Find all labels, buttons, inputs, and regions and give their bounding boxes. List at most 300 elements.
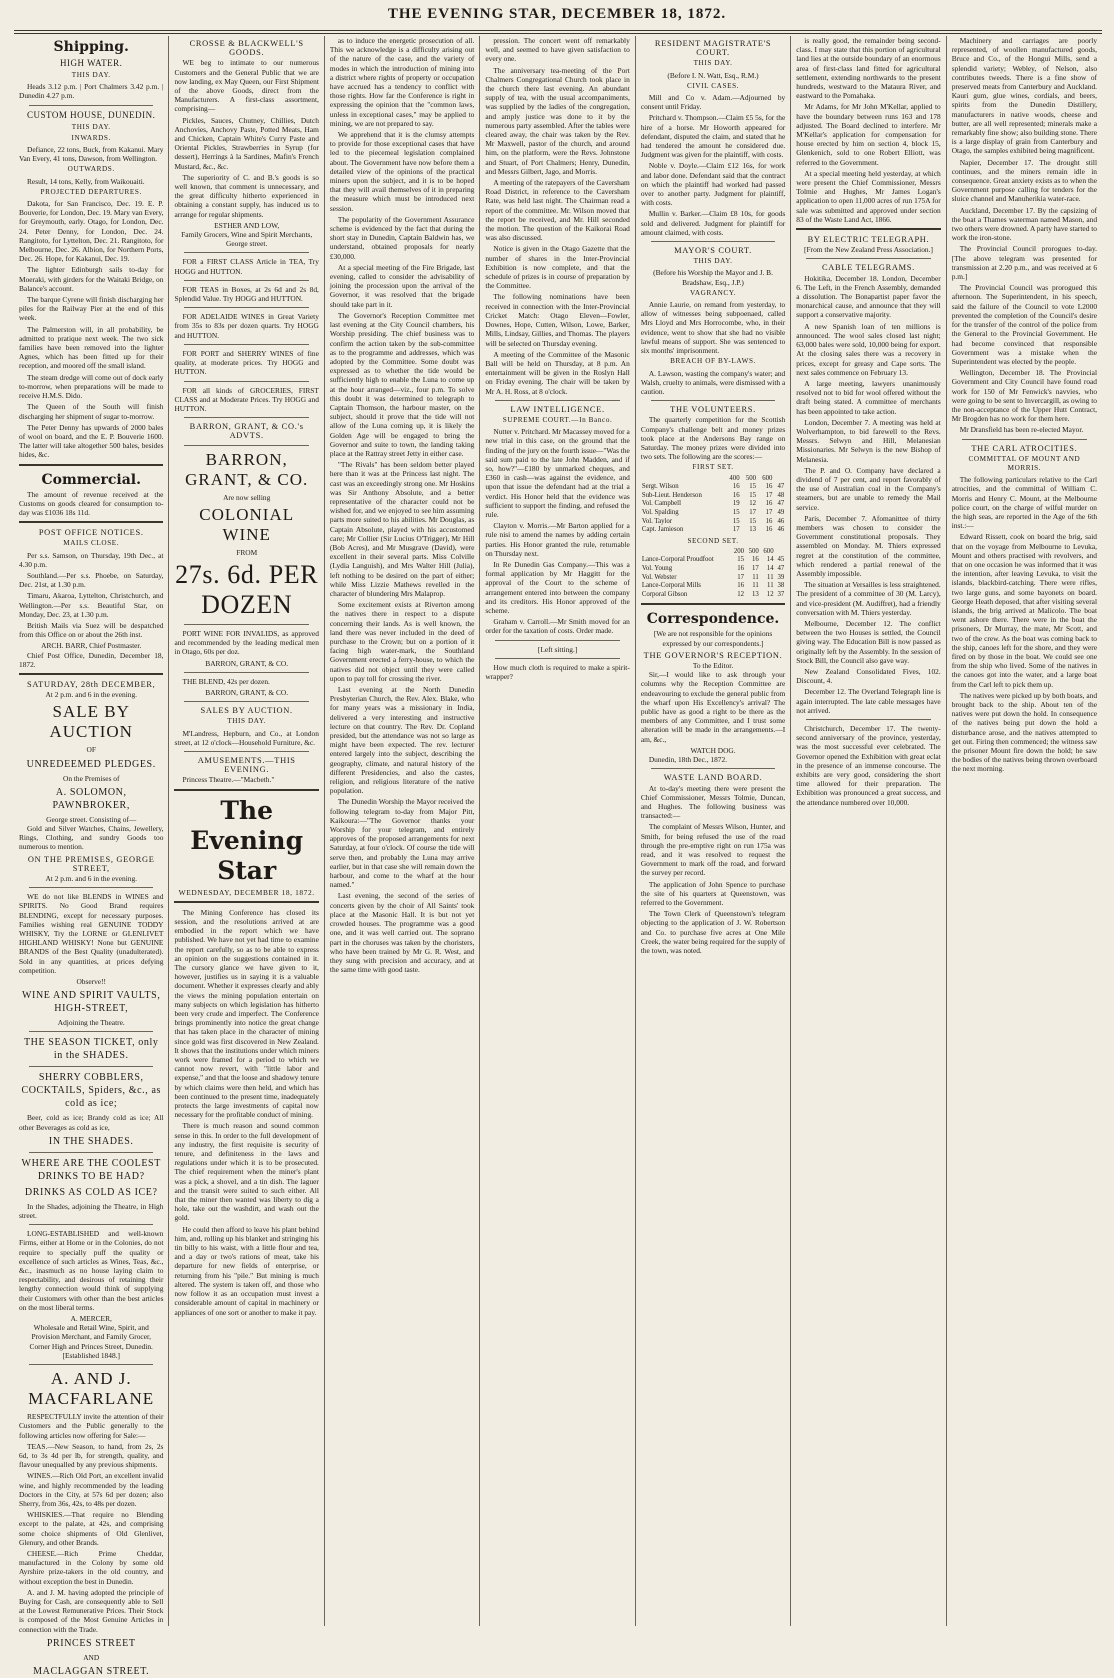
centered-line: Are now selling	[223, 492, 271, 502]
column-divider	[19, 464, 163, 467]
paragraph: The P. and O. Company have declared a dividend of 7 per cent, and report favorably of the use of Australian coal in the Company's steamers, but are unable to remedy the Mail service.	[796, 465, 941, 512]
paragraph: Notice is given in the Otago Gazette that the number of shares in the Inter-Provincial Exhibition is now complete, and that the schedule of prizes is in course of preparation by the Committee.	[485, 244, 630, 291]
table-cell: 46	[777, 526, 785, 534]
table-cell: 16	[737, 582, 745, 590]
paragraph: is really good, the remainder being second-class. I may state that this portion of agricultural land lies at the outside boundary of an enormous area of first-class land fitted for agricultural settlement, extending northwards to the present hundreds, westward to the Mataura River, and eastward to the Pomahaka.	[796, 36, 941, 101]
paragraph: Pritchard v. Thompson.—Claim £5 5s, for the hire of a horse. Mr Howorth appeared for defendant, disputed the claim, and stated that he had tendered the amount he considered due. Judgment was given for the plaintiff, with costs.	[640, 113, 786, 160]
centered-line: To the Editor.	[692, 661, 734, 671]
table-cell: 16	[765, 526, 773, 534]
paragraph: At a special meeting of the Fire Brigade, last evening, called to consider the advisability of joining the procession upon the arrival of the Governor, it was resolved that the brigade should take part in it.	[329, 262, 475, 309]
paragraph: We apprehend that it is the clumsy attempts to provide for those exceptional cases that have led to the piecemeal legislation complained about. The Government have now before them a detailed view of the opinions of the practical miners upon the subject, and it is to be hoped that they will avail themselves of it in preparing the measure which must be introduced next session.	[329, 130, 475, 213]
table-cell: 15	[732, 508, 740, 516]
paragraph: Noble v. Doyle.—Claim £12 16s, for work and labor done. Defendant said that the contract on which the plaintiff had worked had passed over to another party. Judgment for plaintiff, with costs.	[640, 161, 786, 208]
paragraph: Napier, December 17. The drought still continues, and the miners remain idle in consequence. Great anxiety exists as to when the Government purpose calling for tenders for the sluice channel and Manuherikia water-race.	[951, 157, 1098, 204]
table-cell: 13	[752, 590, 759, 598]
paragraph: pression. The concert went off remarkably well, and seemed to have given satisfaction to every one.	[485, 36, 630, 64]
advertisement-line: WHERE ARE THE COOLEST DRINKS TO BE HAD?	[21, 1157, 161, 1182]
table-cell: Sergt. Wilson	[641, 483, 679, 491]
table-cell: 16	[732, 483, 740, 491]
paragraph: FOR a FIRST CLASS Article in TEA, Try HOGG and HUTTON.	[174, 257, 319, 276]
column-1	[14, 36, 169, 1677]
table-cell: 49	[777, 508, 785, 516]
advertisement-line: UNREDEEMED PLEDGES.	[26, 758, 156, 770]
paragraph: The steam dredge will come out of dock early to-morrow, when preparations will be made to receive H.M.S. Dido.	[19, 372, 164, 401]
paragraph: The following particulars relative to the Carl atrocities, and the committal of William C. Morris and Henry C. Mount, at the Melbourne police court, on the charge of wilful murder on the high seas, are reported in the Age of the 6th inst.:—	[951, 475, 1098, 531]
paragraph: Annie Laurie, on remand from yesterday, to allow of witnesses being subpoenaed, called Mrs Lloyd and Mrs Horrocombe, who, in their evidence, went to show that she had no visible lawful means of support. She was sentenced to six months' imprisonment.	[640, 300, 786, 356]
paragraph: A meeting of the ratepayers of the Caversham Road District, in reference to the Caversham Rate, was held last night. The Chairman read a report of the committee. Mr. Wilson moved that the report be received, and Mr. Hill seconded the motion. The question of the Kaikorai Road was also discussed.	[485, 178, 630, 243]
paragraph: A new Spanish loan of ten millions is announced. The wool sales closed last night; 63,000 bales were sold, 10,000 being for export. At the closing sales there was a recovery in prices, except for greasy and Cape sorts. The next sales commence on February 13.	[796, 321, 941, 377]
centered-line: (Before I. N. Watt, Esq., R.M.)	[667, 70, 759, 80]
small-heading: THIS DAY.	[227, 717, 267, 726]
paragraph: WE beg to intimate to our numerous Customers and the General Public that we are now landing, ex May Queen, our First Shipment of the above Goods, direct from the Manufacturers. A first-class assortment, comprising—	[174, 58, 319, 114]
paragraph: Christchurch, December 17. The twenty-second anniversary of the province, yesterday, was the most successful ever celebrated. The Governor opened the Exhibition with great eclat in the presence of an immense concourse. The exhibits are very good, considering the short time allowed for their preparation. The Exhibition was pronounced a great success, and the attendance numbered over 10,000.	[796, 724, 941, 807]
paragraph: THE BLEND, 42s per dozen.	[182, 676, 270, 686]
table-cell: Vol. Taylor	[641, 517, 673, 525]
paragraph: The popularity of the Government Assurance scheme is evidenced by the fact that during the short stay in Dunedin, Captain Baldwin has, we understand, obtained proposals for nearly £30,000.	[329, 214, 475, 261]
small-heading: THIS DAY.	[693, 257, 733, 266]
advertisement-line: IN THE SHADES.	[48, 1135, 134, 1147]
table-row	[641, 518, 785, 527]
advertisement-line: A. SOLOMON, PAWNBROKER,	[52, 786, 130, 811]
column-divider	[19, 521, 163, 524]
column-divider	[184, 280, 308, 281]
paragraph: CHEESE.—Rich Prime Cheddar, manufactured in the Colony by some old Ayrshire prize-takers in the old country, and without exception the best in Dunedin.	[19, 1548, 164, 1586]
table-cell: Capt. Jamieson	[641, 526, 684, 534]
score-table	[641, 475, 785, 535]
centered-line: [From the New Zealand Press Association.]	[804, 245, 933, 255]
paragraph: Paris, December 7. Afomanittee of thirty members was chosen to consider the Government constitutional proposals. They assembled on Monday. M. Thiers expressed regret at the constitution of the committee, which rendered a partial renewal of the Assembly impossible.	[796, 513, 941, 578]
paragraph: The anniversary tea-meeting of the Port Chalmers Congregational Church took place in the church there last evening. An abundant supply of tea, with the usual accompaniments, was supplied by the ladies of the congregation, and amply justice was done to it by the numerous party assembled. After the tables were cleared away, the chair was taken by the Rev. Mr Maxwell, pastor of the church, and around him, on the platform, were the Revs. Johnstone and Stuart, of Port Chalmers; Henry, Dunedin, and Messrs Gilbert, Jago, and Morris.	[485, 65, 630, 176]
small-heading: THIS DAY.	[693, 59, 733, 68]
small-heading: THIS DAY.	[71, 71, 111, 79]
paragraph: "The Rivals" has been seldom better played here than it was at the Princess last night. The cast was an exceedingly strong one. Mr Hoskins was Sir Anthony Absolute, and a better representative of the character could not be wished for, and we enjoyed to see him assuming parts more suited to his abilities. Mr Douglas, as Captain Absolute, played with his accustomed care; Mr Collier (Sir Lucius O'Trigger), Mr Hill (Bob Acres), and Mr Musgrave (David), were excellent in their several parts. Miss Colville (Lydia Languish), and Mrs Walter Hill (Julia), left nothing to be desired on the part of either; while Miss Lizzie Mathews revelled in the character of blundering Mrs Malaprop.	[329, 460, 475, 598]
paragraph: Auckland, December 17. By the capsizing of the boat a Thames waterman named Mason, and two others were drowned. A party have started to work the iron-stone.	[951, 205, 1098, 243]
caps-heading: THE CARL ATROCITIES.	[971, 443, 1078, 453]
column-divider	[29, 1066, 153, 1067]
column-divider	[184, 672, 308, 673]
caps-heading: SATURDAY, 28th DECEMBER,	[26, 679, 156, 689]
paragraph: At to-day's meeting there were present the Chief Commissioner, Messrs Tolmie, Duncan, and Hughes. The following business was transacted:—	[640, 783, 786, 821]
column-3	[325, 36, 480, 1626]
paragraph: WHISKIES.—That require no Blending except to the palate, at 42s, and comprising some choice shipments of Old Glenlivet, Glenury, and other Brands.	[19, 1510, 164, 1547]
centered-line: On the Premises of	[63, 773, 120, 783]
paragraph: Mill and Co v. Adam.—Adjourned by consent until Friday.	[640, 93, 786, 112]
paragraph: There is much reason and sound common sense in this. In order to the full development of any industry, the first requisite is security of tenure, and definiteness in the laws and regulations under which it is to be prosecuted. The chief requirement when the miner's plant was a pick, a shovel, and a tin dish. The laguer and the transit were suited to such either. All that the miner then wanted was liberty to dig a hole, take out the washdirt, and wash out the gold.	[174, 1121, 319, 1223]
caps-heading: BY ELECTRIC TELEGRAPH.	[807, 235, 930, 245]
paragraph: Melbourne, December 12. The conflict between the two Houses is settled, the Council giving way. The Education Bill is now passed as originally left by the Assembly. In the session of Stock Bill, the Council also gave way.	[796, 618, 941, 665]
centered-line: Observe!!	[76, 977, 106, 987]
section-heading: Shipping.	[53, 39, 129, 55]
table-cell: 16	[752, 556, 759, 564]
section-heading: Correspondence.	[646, 611, 780, 628]
caps-heading: MAYOR'S COURT.	[674, 246, 752, 256]
table-cell: 17	[732, 526, 740, 534]
paragraph: The Peter Denny has upwards of 2000 bales of wool on board, and the E. P. Bouverie 1600. The latter will take altogether 500 bales, besides hides, &c.	[19, 422, 164, 460]
table-row	[641, 483, 785, 492]
table-row	[641, 500, 785, 509]
table-cell: 15	[749, 517, 757, 525]
paragraph: WINES.—Rich Old Port, an excellent invalid wine, and highly recommended by the leading Doctors in the City, at 57s 6d per dozen; also Sherry, from 36s, 42s, to 48s per dozen.	[19, 1471, 164, 1508]
centered-line: Corner High and Princes Street, Dunedin.	[29, 1341, 153, 1351]
table-cell: Lance-Corporal Proudfoot	[641, 556, 714, 564]
table-row	[641, 565, 785, 574]
caps-heading: AMUSEMENTS.—THIS EVENING.	[197, 755, 296, 775]
advertisement-line: THE SEASON TICKET, only in the SHADES.	[23, 1037, 159, 1062]
caps-heading: ON THE PREMISES, GEORGE STREET,	[27, 854, 155, 873]
paragraph: The Queen of the South will finish discharging her shipment of sugar to-morrow.	[19, 402, 164, 421]
centered-line: [Established 1848.]	[62, 1350, 120, 1360]
column-divider	[184, 381, 308, 382]
table-cell: 16	[765, 517, 773, 525]
table-header-cell	[773, 475, 785, 484]
centered-line: Family Grocers, Wine and Spirit Merchants, George street.	[181, 230, 313, 249]
table-header-cell: 500	[745, 474, 757, 482]
table-cell: 17	[765, 491, 773, 499]
section-heading: Commercial.	[41, 471, 141, 488]
advertisement-line: COLONIAL WINE	[199, 504, 295, 544]
table-cell: 15	[749, 491, 757, 499]
table-cell: Vol. Campbell	[641, 500, 681, 508]
table-cell: 47	[777, 565, 785, 573]
dateline: WEDNESDAY, DECEMBER 18, 1872.	[178, 887, 315, 897]
paragraph: Clayton v. Morris.—Mr Barton applied for a rule nisi to amend the names by adding certain parties. His Honor granted the rule, returnable on Thursday next.	[485, 521, 630, 558]
paragraph: A. Lawson, wasting the company's water; and Walsh, cruelty to animals, were dismissed with a caution.	[640, 368, 786, 396]
table-cell: 16	[737, 565, 745, 573]
column-divider	[29, 1224, 153, 1225]
advertisement-line: SALE BY AUCTION	[49, 702, 133, 742]
column-divider	[174, 789, 318, 792]
table-cell: 15	[749, 483, 757, 491]
column-divider	[174, 901, 318, 904]
column-divider	[796, 228, 940, 231]
paragraph: The barque Cyrene will finish discharging her piles for the Railway Pier at the end of this week.	[19, 295, 164, 323]
table-cell: 47	[777, 483, 785, 491]
centered-line: FROM	[236, 547, 258, 557]
table-cell: Lance-Corporal Mills	[641, 582, 701, 590]
small-heading: COMMITTAL OF MOUNT AND MORRIS.	[968, 454, 1081, 472]
paragraph: TEAS.—New Season, to hand, from 2s, 2s 6d, to 3s 4d per lb, for strength, quality, and flavour unequalled by any previous shipments.	[19, 1441, 164, 1470]
centered-line: [Left sitting.]	[537, 644, 578, 654]
table-cell: 37	[777, 590, 785, 598]
column-divider	[641, 603, 785, 606]
table-cell: Vol. Young	[641, 565, 673, 573]
small-heading: FIRST SET.	[692, 463, 734, 472]
table-cell: 17	[737, 573, 745, 581]
paragraph: Wellington, December 18. The Provincial Government and City Council have found road work for 150 of Mr Fenwick's navvies, who were going to be sent to Invercargill, as owing to the non-acceptance of the Upper Hutt Contract, Mr Brogden has no work for them here.	[951, 368, 1098, 424]
small-heading: THIS DAY.	[71, 122, 111, 131]
column-divider	[651, 768, 775, 769]
centered-line: At 2 p.m. and 6 in the evening.	[45, 690, 137, 700]
paragraph: Last evening at the North Dunedin Presbyterian Church, the Rev. Alex. Blake, who for many years was a missionary in India, delivered a very interesting and instructive lecture on that country. The Rev. Dr. Copland presided, but the attendance was not so large as might have been expected. The rev. lecturer entered largely into the subject, describing the geography, climate, and natural history of the different Presidencies, and also the castes, religion, and religious literature of the native population.	[329, 685, 475, 796]
small-heading: PROJECTED DEPARTURES.	[40, 187, 142, 196]
paragraph: The Town Clerk of Queenstown's telegram objecting to the application of J. W. Robertson and Co. to purchase five acres at One Mile Creek, the water being required for the supply of the town, was noted.	[640, 909, 786, 955]
paragraph: Mr Adams, for Mr John M'Kellar, applied to have the boundary between runs 163 and 178 adjusted. The Board declined to interfere. Mr M'Kellar's application for compensation for house erected by him on section 4, block 15, Glenkenich, sold to one Robert Elliott, was referred to the Government.	[796, 102, 941, 167]
masthead-rule-lower	[14, 33, 1102, 34]
advertisement-line: 27s. 6d. PER DOZEN	[175, 559, 319, 619]
column-divider	[806, 719, 930, 720]
centered-line: Wholesale and Retail Wine, Spirit, and Provision Merchant, and Family Grocer,	[31, 1323, 152, 1342]
paragraph: Beer, cold as ice; Brandy cold as ice; All other Beverages as cold as ice,	[19, 1113, 164, 1132]
centered-line: AND	[83, 1652, 100, 1662]
column-2	[169, 36, 324, 1626]
column-5	[636, 36, 791, 1626]
centered-line: (Before his Worship the Mayor and J. B. Bradshaw, Esq., J.P.)	[653, 268, 773, 287]
table-row	[641, 526, 785, 535]
table-row	[641, 574, 785, 583]
paragraph: A meeting of the Committee of the Masonic Ball will be held on Thursday, at 8 p.m. An entertainment will be given in the Roslyn Hall on Friday evening. The chair will be taken by Mr A. H. Ross, at 8 o'clock.	[485, 349, 630, 396]
table-cell: 48	[777, 491, 785, 499]
column-divider	[184, 344, 308, 345]
table-row	[641, 509, 785, 518]
caps-heading: POST OFFICE NOTICES.	[38, 528, 144, 538]
paragraph: Heads 3.12 p.m. | Port Chalmers 3.42 p.m. | Dunedin 4.27 p.m.	[19, 82, 164, 101]
paragraph: Gold and Silver Watches, Chains, Jewellery, Rings, Clothing, and sundry Goods too numerous to mention.	[19, 823, 164, 852]
table-row	[641, 556, 785, 565]
paragraph: RESPECTFULLY invite the attention of their Customers and the Public generally to the following articles now offering for Sale:—	[19, 1412, 164, 1440]
table-cell: 11	[752, 573, 759, 581]
table-cell: 15	[732, 517, 740, 525]
paragraph: The Palmerston will, in all probability, be admitted to pratique next week. The two sick families have been removed into the lighter Agnes, which has been fitted up for their reception, and moored off the small island.	[19, 324, 164, 371]
paragraph: The Mining Conference has closed its session, and the resolutions arrived at are embodied in the report which we have published. We have not yet had time to examine the report carefully, so as to be able to express an opinion on the suggestions contained in it. The cursory glance we have given to it, however, justifies us in saying it is a valuable document. Whether it expresses clearly and ably the views the mining population entertain on many subjects on which legislation has hitherto been very crude and imperfect. The Conference brings prominently into notice the great change that has taken place in the character of mining since gold was first discovered in New Zealand. It shows that the institutions under which miners work were framed for a period to which we cannot now revert, with "little labor and expense," and that the loose and shadowy tenure by which claims were then held, and which has been continued to the present time, inadequately protects the large investments of capital now necessary for the profitable conduct of mining.	[174, 907, 319, 1120]
centered-line: WATCH DOG.	[690, 745, 736, 755]
table-header-cell	[775, 548, 786, 557]
table-cell: 12	[766, 590, 774, 598]
small-heading: SUPREME COURT.—In Banco.	[502, 415, 613, 424]
column-divider	[651, 400, 775, 401]
column-divider	[651, 241, 775, 242]
paragraph: Dunedin, 18th Dec., 1872.	[648, 755, 728, 765]
table-cell: 38	[777, 582, 785, 590]
table-cell: 47	[777, 500, 785, 508]
caps-heading: WASTE LAND BOARD.	[663, 773, 763, 783]
paragraph: The lighter Edinburgh sails to-day for Moeraki, with girders for the Waitaki Bridge, on Balance's account.	[19, 265, 164, 293]
paragraph: Result, 14 tons, Kelly, from Waikouaiti.	[27, 176, 145, 186]
paragraph: The situation at Versailles is less straightened. The president of a committee of 30 (M. Larcy), and vice-president (M. Audiffret), had a friendly conversation with M. Thiers yesterday.	[796, 580, 941, 617]
table-cell: Vol. Spalding	[641, 508, 679, 516]
small-heading: MAILS CLOSE.	[63, 539, 120, 548]
paragraph: Timaru, Akaroa, Lyttelton, Christchurch, and Wellington.—Per s.s. Beautiful Star, on Monday, Dec. 23, at 1.30 p.m.	[19, 591, 164, 619]
paragraph: The superiority of C. and B.'s goods is so well known, that comment is unnecessary, and the great difficulty hitherto experienced in obtaining a constant supply, has induced us to arrange for regular shipments.	[174, 172, 319, 219]
paragraph: London, December 7. A meeting was held at Wolverhampton, to bid farewell to the Revs. Messrs. Selwyn and Hill, Melanesian Missionaries. Mr Selwyn is the new Bishop of Melanesia.	[796, 417, 941, 464]
table-header-cell	[641, 548, 730, 557]
paragraph: FOR TEAS in Boxes, at 2s 6d and 2s 8d, Splendid Value. Try HOGG and HUTTON.	[174, 284, 319, 304]
table-cell: Sub-Lieut. Henderson	[641, 491, 702, 499]
column-divider	[184, 252, 308, 253]
table-cell: 13	[749, 526, 757, 534]
advertisement-line: BARRON, GRANT, & CO.	[185, 449, 309, 489]
paragraph: Per s.s. Samson, on Thursday, 19th Dec., at 4.30 p.m.	[19, 550, 164, 569]
centered-line: A. MERCER,	[70, 1314, 112, 1324]
subheading: HIGH WATER.	[60, 58, 123, 68]
column-divider	[29, 1031, 153, 1032]
table-cell: 16	[765, 500, 773, 508]
caps-heading: THE GOVERNOR'S RECEPTION.	[643, 650, 783, 660]
caps-heading: RESIDENT MAGISTRATE'S COURT.	[654, 39, 772, 58]
caps-heading: LAW INTELLIGENCE.	[510, 404, 605, 414]
table-header-cell: 500	[748, 547, 759, 555]
paragraph: Chief Post Office, Dunedin, December 18, 1872.	[19, 650, 164, 669]
caps-heading: CROSSE & BLACKWELL'S GOODS.	[189, 39, 304, 58]
column-divider	[962, 439, 1087, 440]
paragraph: Hokitika, December 18. London, December 6. The Left, in the French Assembly, demanded a dissolution. The Bonapartist paper favor the monarchical cause, and announce that they will support a conservative majority.	[796, 273, 941, 320]
paragraph: The Governor's Reception Committee met last evening at the City Council chambers, his Worship presiding. The chief business was to confirm the action taken by the sub-committee as to the programme and addresses, which was adopted by the Committee. Some doubt was expressed as to whether the tide would be sufficiently high to enable the Luna to come up at the hour arranged—viz., four p.m. To solve this doubt it was determined to telegraph to Captain Thomson, the harbour master, on the subject, should it prove that the tide will not allow of the Luna coming up, it is likely the Golden Age will be engaged to bring the Governor and suite to town, the landing taking place at the Rattray street Jetty in either case.	[329, 310, 475, 458]
centered-line: ESTHER AND LOW,	[214, 220, 280, 230]
table-header-cell: 600	[763, 547, 774, 555]
table-cell: 17	[752, 565, 759, 573]
table-cell: 11	[767, 573, 774, 581]
table-cell: 14	[766, 565, 774, 573]
paragraph: Princess Theatre.—"Macbeth."	[182, 775, 275, 785]
table-header-cell: 600	[762, 474, 773, 482]
column-divider	[806, 258, 930, 259]
paragraph: The natives were picked up by both boats, and brought back to the ship. About ten of the natives were put down the hold. In consequence of the natives being put down the hold a disturbance arose, and the natives attempted to get out. Firing then commenced; the witness saw the prisoner Mount fire down the hold; he saw the bodies of the natives being thrown overboard the next morning.	[951, 690, 1098, 774]
column-6	[791, 36, 946, 1626]
table-header-cell: 200	[733, 547, 745, 555]
table-cell: 19	[732, 500, 740, 508]
column-divider	[29, 1364, 153, 1365]
table-cell: 16	[732, 491, 740, 499]
caps-heading: THE VOLUNTEERS.	[670, 405, 756, 415]
column-divider	[495, 658, 619, 659]
table-cell: 45	[777, 556, 785, 564]
advertisement-line: DRINKS AS COLD AS ICE?	[24, 1186, 158, 1198]
table-row	[641, 492, 785, 501]
paragraph: The Dunedin Worship the Mayor received the following telegram to-day from Major Pitt, Kaikoura:—"The Governor thanks your Worship for your telegram, and entirely approves of the proposed arrangements for next Saturday, at four o'clock. Of course the tide will serve then, and probably the Luna may arrive earlier, but in that case she will remain down the harbour, and come to the wharf at the hour named."	[329, 797, 475, 890]
table-header-row	[641, 548, 785, 557]
advertisement-line: MACLAGGAN STREET.	[33, 1665, 150, 1677]
column-divider	[184, 751, 308, 752]
advertisement-line: A. AND J. MACFARLANE	[28, 1369, 155, 1409]
paragraph: PORT WINE FOR INVALIDS, as approved and recommended by the leading medical men in Otago, 60s per doz.	[174, 628, 319, 657]
column-divider	[29, 1152, 153, 1153]
table-cell: 12	[749, 500, 757, 508]
table-header-cell: 400	[729, 474, 740, 482]
advertisement-line: WINE AND SPIRIT VAULTS, HIGH-STREET,	[22, 990, 161, 1015]
paragraph: He could then afford to leave his plant behind him, and, rolling up his blanket and stringing his tin billy to his waist, with a little flour and tea, and a day or two's rations of meat, take his departure for new fields of enterprise, or returning from his "pile." But mining is much altered. The system is taken off, and those who now follow it as an occupation must invest a considerable amount of capital in machinery or appliances of one sort or another to make it pay.	[174, 1224, 319, 1317]
paragraph: Mullin v. Barker.—Claim £8 10s, for goods sold and delivered. Judgment for plaintiff for amount claimed, with costs.	[640, 209, 786, 237]
paragraph: The application of John Spence to purchase the site of his quarters at Queenstown, was referred to the Government.	[640, 879, 786, 907]
column-divider	[495, 400, 619, 401]
masthead-rule	[14, 30, 1102, 31]
paragraph: New Zealand Consolidated Fives, 102. Discount, 4.	[796, 667, 941, 686]
paragraph: A large meeting, lawyers unanimously resolved not to bid for wool offered without the draft being stated. A committee of merchants has been appointed to take action.	[796, 378, 941, 416]
paragraph: Edward Rissett, cook on board the brig, said that on the voyage from Melbourne to Levuka, Mount and others practised with revolvers, and that on one occasion he was informed that it was the intention, after leaving Levuka, to visit the islands, blackbird-catching. There were rifles, two large guns, and some bayonets on board. George Heath deposed, that after visiting several islands, the brig arrived at Malicolo. The boat went ashore there. There were in the boat the prisoners, Dr Murray, the mate, Mr Scott, and two of the crew. As the boat was coming back to the ship, canoes left for the shore, and they were fired on by those in the boat. We could see one from the ship who lived. Some of the natives in the canoes got into the water, and a large boat from the Carl left to pick them up.	[951, 532, 1098, 689]
centered-line: Adjoining the Theatre.	[57, 1018, 125, 1028]
paragraph: British Mails via Suez will be despatched from this Office on or about the 26th inst.	[19, 620, 164, 640]
table-cell: Corporal Gibson	[641, 590, 688, 598]
column-divider	[495, 640, 619, 641]
column-divider	[184, 307, 308, 308]
table-cell: 16	[765, 483, 773, 491]
paragraph: WE do not like BLENDS in WINES and SPIRITS. No Good Brand requires BLENDING, except for necessary purposes. Families wishing real GENUINE TODDY WHISKY, Try the LORNE or GLENLIVET HIGHLAND WHISKY! None but GENUINE BRANDS of the Best Quality (unadulterated). Sold in any quantities, at prices defying competition.	[19, 892, 164, 975]
column-divider	[19, 673, 163, 676]
paragraph: In the Shades, adjoining the Theatre, in High street.	[19, 1201, 164, 1221]
centered-line: OF	[86, 745, 96, 755]
paragraph: A. and J. M. having adopted the principle of Buying for Cash, are consequently able to Sell at the Lowest Remunerative Prices. Their Stock is composed of the Most Genuine Articles in connection with the Trade.	[19, 1587, 164, 1634]
paragraph: Some excitement exists at Riverton among the natives there in respect to a dispute concerning their lands. As is well known, the land there was never included in the deed of purchase to the Crown; but on a portion of it facing high water-mark, the Southland Government erected a ferry-house, to which the natives did not object until they were called upon to pay toll for crossing the river.	[329, 600, 475, 683]
paragraph: Dakota, for San Francisco, Dec. 19. E. P. Bouverie, for London, Dec. 19. Mary van Every, for Greymouth, early. Otago, for London, Dec. 24. Peter Denny, for London, Dec. 24. Rangitoto, for Lyttelton, Dec. 21. Rangitoto, for Melbourne, Dec. 26. Albion, for Northern Ports, Dec. 26. Hope, for Kakanui, Dec. 19.	[19, 199, 164, 264]
paragraph: In Re Dunedin Gas Company.—This was a formal application by Mr Haggitt for the approval of the Court to the scheme of arrangement entered into between the company and its creditors. His Honor approved of the scheme.	[485, 559, 630, 615]
paragraph: The amount of revenue received at the Customs on goods cleared for consumption to-day was £1036 18s 11d.	[19, 489, 164, 517]
column-divider	[29, 887, 153, 888]
small-heading: CIVIL CASES.	[687, 81, 740, 90]
caps-heading: SALES BY AUCTION.	[200, 706, 293, 716]
table-cell: 15	[737, 556, 745, 564]
paragraph: Pickles, Sauces, Chutney, Chillies, Dutch Anchovies, Anchovy Paste, Potted Meats, Ham and Chicken, Captain White's Curry Paste and Oriental Pickles, Strawberries in Syrup (for dessert), Herrings à la Sardines, Mafin's French Mustard, &c., &c.	[174, 115, 319, 171]
paragraph: Mr Dransfield has been re-elected Mayor.	[959, 425, 1084, 435]
caps-heading: CABLE TELEGRAMS.	[822, 263, 915, 273]
table-cell: 14	[766, 556, 774, 564]
paragraph: December 12. The Overland Telegraph line is again interrupted. The late cable messages have not arrived.	[796, 687, 941, 715]
paragraph: FOR ADELAIDE WINES in Great Variety from 35s to 83s per dozen quarts. Try HOGG and HUTTON.	[174, 312, 319, 340]
paragraph: The following nominations have been received in connection with the Inter-Provincial Cricket Match: Otago Eleven—Fowler, Downes, Hope, Cutten, Wilson, Lowe, Barker, Mills, Lindsay, Gillies, and Thomas. The players will be selected on Thursday evening.	[485, 292, 630, 348]
table-header-row	[641, 475, 785, 484]
small-heading: VAGRANCY.	[690, 288, 737, 297]
table-cell: 11	[752, 582, 759, 590]
newspaper-columns	[14, 36, 1102, 1677]
table-row	[641, 591, 785, 600]
centered-line: George street. Consisting of—	[46, 814, 137, 824]
newspaper-title: The Evening Star	[190, 795, 304, 885]
paragraph: The Provincial Council prorogues to-day. [The above telegram was presented for transmission at 2.20 p.m., and was received at 6 p.m.]	[951, 244, 1098, 282]
column-7	[947, 36, 1102, 1626]
paragraph: At a special meeting held yesterday, at which were present the Chief Commissioner, Messrs Tolmie and Hughes, Mr James Logan's application to open 11,000 acres of run 175A for sale was submitted and approved under section 83 of the Waste Land Act, 1866.	[796, 168, 941, 224]
paragraph: Nutter v. Pritchard. Mr Macassey moved for a new trial in this case, on the ground that the finding of the jury on the fourth issue—"Was the said sum paid to the late John Madden, and if so, how?"—£180 by unmarked cheques, and £360 in cash—was against the evidence, and upon that issue the defendant had at the trial a verdict. His Honor held that the evidence was sufficient to support the finding, and refused the rule.	[485, 427, 630, 519]
paragraph: Southland.—Per s.s. Phoebe, on Saturday, Dec. 21st, at 1.30 p.m.	[19, 570, 164, 590]
table-header-cell	[641, 475, 724, 484]
paragraph: How much cloth is required to make a spirit-wrapper?	[485, 662, 630, 681]
column-divider	[184, 445, 308, 446]
column-divider	[29, 105, 153, 106]
small-heading: INWARDS.	[71, 133, 111, 142]
paragraph: as to induce the energetic prosecution of all. This we acknowledge is a difficulty arising out of the nature of the case, and the variety of modes in which the introduction of mining into a district where rights of property or occupation have accrued has a tendency to conflict with those rights. How far the Conference is right in expressing the opinion that the "common laws, unless in exceptional cases," may be applied to mining, we are not prepared to say.	[329, 36, 475, 128]
table-cell: 17	[765, 508, 773, 516]
advertisement-line: PRINCES STREET	[46, 1637, 136, 1649]
paragraph: Graham v. Carroll.—Mr Smith moved for an order for the taxation of costs. Order made.	[485, 617, 630, 636]
advertisement-line: SHERRY COBBLERS, COCKTAILS, Spiders, &c., as cold as ice;	[21, 1072, 161, 1110]
subheading: CUSTOM HOUSE, DUNEDIN.	[27, 109, 156, 120]
small-heading: OUTWARDS.	[67, 165, 115, 174]
column-divider	[184, 701, 308, 702]
caps-heading: BARRON, GRANT, & CO.'s ADVTS.	[189, 422, 304, 441]
centered-line: BARRON, GRANT, & CO.	[205, 687, 289, 697]
small-heading: SECOND SET.	[687, 536, 739, 545]
paragraph: The quarterly competition for the Scottish Company's challenge belt and money prizes took place at the Andersons Bay range on Saturday. The money prizes were divided into two sets. The following are the scores:—	[640, 415, 786, 462]
centered-line: ARCH. BARR, Chief Postmaster.	[41, 641, 142, 651]
centered-line: BARRON, GRANT, & CO.	[205, 658, 289, 668]
table-cell: 46	[777, 517, 785, 525]
score-table	[641, 548, 785, 600]
paragraph: LONG-ESTABLISHED and well-known Firms, either at Home or in the Colonies, do not require to specially puff the quality or excellence of such articles as Wines, Teas, &c., &c., inasmuch as no house laying claim to respectability, and desirous of retaining their lengthy connection would think of supplying their Customers with other than the best articles on the most liberal terms.	[19, 1229, 164, 1312]
table-cell: 39	[777, 573, 785, 581]
table-cell: 12	[737, 590, 745, 598]
column-divider	[184, 417, 308, 418]
paragraph: FOR PORT and SHERRY WINES of fine quality, at moderate prices. Try HOGG and HUTTON.	[174, 348, 319, 377]
paragraph: Machinery and carriages are poorly represented, of woollen manufactured goods, Bruce and Co., of the Hongui Mills, send a splendid variety; Webley, of Nelson, also contributes tweeds. There is a fine show of preserved meats from Canterbury and Auckland. Kauri gum, glue wines, cordials, and beers, spirits from the Dunedin Distillery, manufacturers in native woods, cheese and butter, are all well represented; minerals make a remarkably fine show; also building stone. There is a large display of grain from Canterbury and Otago, the samples exhibited being magnificent.	[951, 36, 1098, 156]
paragraph: The Provincial Council was prorogued this afternoon. The Superintendent, in his speech, said the failure of the Council to vote L2000 prevented the completion of the Council's desire for the transfer of the control of the police from the General to the Provincial Government. He had become convinced that responsible Government was a mistake when the Superintendent was elected by the people.	[951, 283, 1098, 366]
table-cell: Vol. Webster	[641, 573, 677, 581]
masthead: THE EVENING STAR, DECEMBER 18, 1872.	[387, 6, 727, 22]
centered-line: At 2 p.m. and 6 in the evening.	[45, 874, 137, 883]
paragraph: Last evening, the second of the series of concerts given by the choir of All Saints' took place at the Masonic Hall. It is but not yet crowded houses. The programme was a good one, and it was well carried out. The soprano part in the choruses was taken by the choristers, who have been trained by Mr G. R. West, and they sung with precision and accuracy, and at the same time with good taste.	[329, 891, 475, 975]
table-row	[641, 582, 785, 591]
column-divider	[184, 624, 308, 625]
table-cell: 17	[749, 508, 757, 516]
centered-line: [We are not responsible for the opinions expressed by our correspondents.]	[653, 629, 773, 648]
paragraph: M'Landress, Hepburn, and Co., at London street, at 12 o'clock—Household Furniture, &c.	[174, 728, 319, 747]
paragraph: The complaint of Messrs Wilson, Hunter, and Smith, for being refused the use of the road through the pre-emptive right on run 175a was read, and it was resolved to request the Government to mark off the road, and forward the survey per record.	[640, 822, 786, 878]
paragraph: FOR all kinds of GROCERIES, FIRST CLASS and at Moderate Prices. Try HOGG and HUTTON.	[174, 385, 319, 413]
